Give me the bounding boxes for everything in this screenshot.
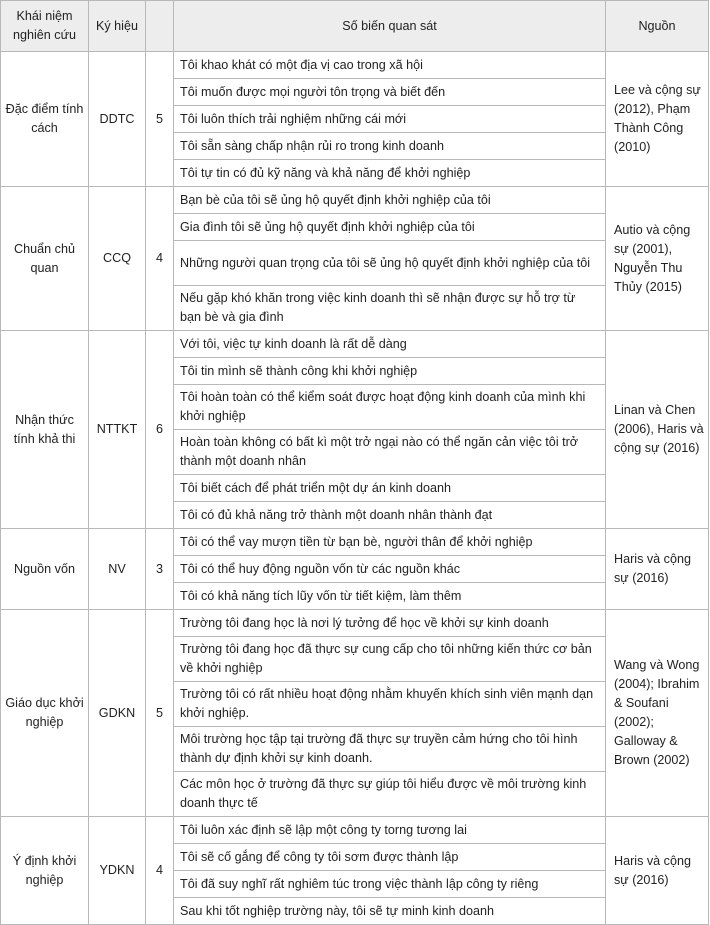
concept-cell: Nhận thức tính khả thi <box>1 331 89 529</box>
item-cell: Môi trường học tập tại trường đã thực sự truyền cảm hứng cho tôi hình thành dự định khởi sự kinh doanh. <box>174 727 606 772</box>
item-cell: Tôi hoàn toàn có thể kiểm soát được hoạt động kinh doanh của mình khi khởi nghiệp <box>174 385 606 430</box>
item-cell: Tôi sẽ cố gắng để công ty tôi sơm được thành lập <box>174 844 606 871</box>
item-cell: Gia đình tôi sẽ ủng hộ quyết định khởi nghiệp của tôi <box>174 214 606 241</box>
header-row <box>1 1 709 52</box>
table-row <box>1 610 709 637</box>
table-row <box>1 187 709 214</box>
concept-cell: Đặc điểm tính cách <box>1 52 89 187</box>
item-cell: Nếu gặp khó khăn trong việc kinh doanh thì sẽ nhận được sự hỗ trợ từ bạn bè và gia đình <box>174 286 606 331</box>
item-cell: Tôi có thể vay mượn tiền từ bạn bè, người thân để khởi nghiệp <box>174 529 606 556</box>
item-cell: Tôi muốn được mọi người tôn trọng và biết đến <box>174 79 606 106</box>
item-cell: Tôi đã suy nghĩ rất nghiêm túc trong việc thành lập công ty riêng <box>174 871 606 898</box>
code-cell: YDKN <box>89 817 146 925</box>
header-concept: Khái niệm nghiên cứu <box>1 1 89 52</box>
concept-cell: Ý định khởi nghiệp <box>1 817 89 925</box>
count-cell: 4 <box>146 817 174 925</box>
item-cell: Tôi luôn xác định sẽ lập một công ty torng tương lai <box>174 817 606 844</box>
item-cell: Hoàn toàn không có bất kì một trở ngại nào có thể ngăn cản việc tôi trở thành một doanh nhân <box>174 430 606 475</box>
code-cell: NTTKT <box>89 331 146 529</box>
item-cell: Trường tôi đang học là nơi lý tưởng để học về khởi sự kinh doanh <box>174 610 606 637</box>
count-cell: 5 <box>146 52 174 187</box>
code-cell: NV <box>89 529 146 610</box>
code-cell: GDKN <box>89 610 146 817</box>
count-cell: 5 <box>146 610 174 817</box>
concept-cell: Giáo dục khởi nghiệp <box>1 610 89 817</box>
table-row <box>1 331 709 358</box>
count-cell: 4 <box>146 187 174 331</box>
item-cell: Tôi có khả năng tích lũy vốn từ tiết kiệm, làm thêm <box>174 583 606 610</box>
code-cell: DDTC <box>89 52 146 187</box>
item-cell: Tôi sẵn sàng chấp nhận rủi ro trong kinh doanh <box>174 133 606 160</box>
concept-cell: Nguồn vốn <box>1 529 89 610</box>
item-cell: Tôi luôn thích trải nghiệm những cái mới <box>174 106 606 133</box>
source-cell: Haris và cộng sự (2016) <box>606 529 709 610</box>
count-cell: 3 <box>146 529 174 610</box>
item-cell: Tôi có đủ khả năng trở thành một doanh nhân thành đạt <box>174 502 606 529</box>
item-cell: Trường tôi đang học đã thực sự cung cấp cho tôi những kiến thức cơ bản về khởi nghiệp <box>174 637 606 682</box>
item-cell: Các môn học ở trường đã thực sự giúp tôi hiểu được về môi trường kinh doanh thực tế <box>174 772 606 817</box>
header-items: Số biến quan sát <box>174 1 606 52</box>
table-row <box>1 52 709 79</box>
concept-cell: Chuẩn chủ quan <box>1 187 89 331</box>
item-cell: Tôi tự tin có đủ kỹ năng và khả năng để khởi nghiệp <box>174 160 606 187</box>
item-cell: Với tôi, việc tự kinh doanh là rất dễ dàng <box>174 331 606 358</box>
source-cell: Autio và cộng sự (2001), Nguyễn Thu Thủy (2015) <box>606 187 709 331</box>
source-cell: Haris và cộng sự (2016) <box>606 817 709 925</box>
item-cell: Tôi tin mình sẽ thành công khi khởi nghiệp <box>174 358 606 385</box>
table-row <box>1 817 709 844</box>
table-row <box>1 529 709 556</box>
source-cell: Linan và Chen (2006), Haris và cộng sự (2016) <box>606 331 709 529</box>
source-cell: Lee và cộng sự (2012), Phạm Thành Công (2010) <box>606 52 709 187</box>
header-count <box>146 1 174 52</box>
source-cell: Wang và Wong (2004); Ibrahim & Soufani (2002); Galloway & Brown (2002) <box>606 610 709 817</box>
header-source: Nguồn <box>606 1 709 52</box>
item-cell: Sau khi tốt nghiệp trường này, tôi sẽ tự minh kinh doanh <box>174 898 606 925</box>
header-code: Ký hiệu <box>89 1 146 52</box>
item-cell: Trường tôi có rất nhiều hoạt động nhằm khuyến khích sinh viên mạnh dạn khởi nghiệp. <box>174 682 606 727</box>
count-cell: 6 <box>146 331 174 529</box>
code-cell: CCQ <box>89 187 146 331</box>
item-cell: Bạn bè của tôi sẽ ủng hộ quyết định khởi nghiệp của tôi <box>174 187 606 214</box>
item-cell: Những người quan trọng của tôi sẽ ủng hộ quyết định khởi nghiệp của tôi <box>174 241 606 286</box>
item-cell: Tôi khao khát có một địa vị cao trong xã hội <box>174 52 606 79</box>
item-cell: Tôi biết cách để phát triển một dự án kinh doanh <box>174 475 606 502</box>
item-cell: Tôi có thể huy động nguồn vốn từ các nguồn khác <box>174 556 606 583</box>
